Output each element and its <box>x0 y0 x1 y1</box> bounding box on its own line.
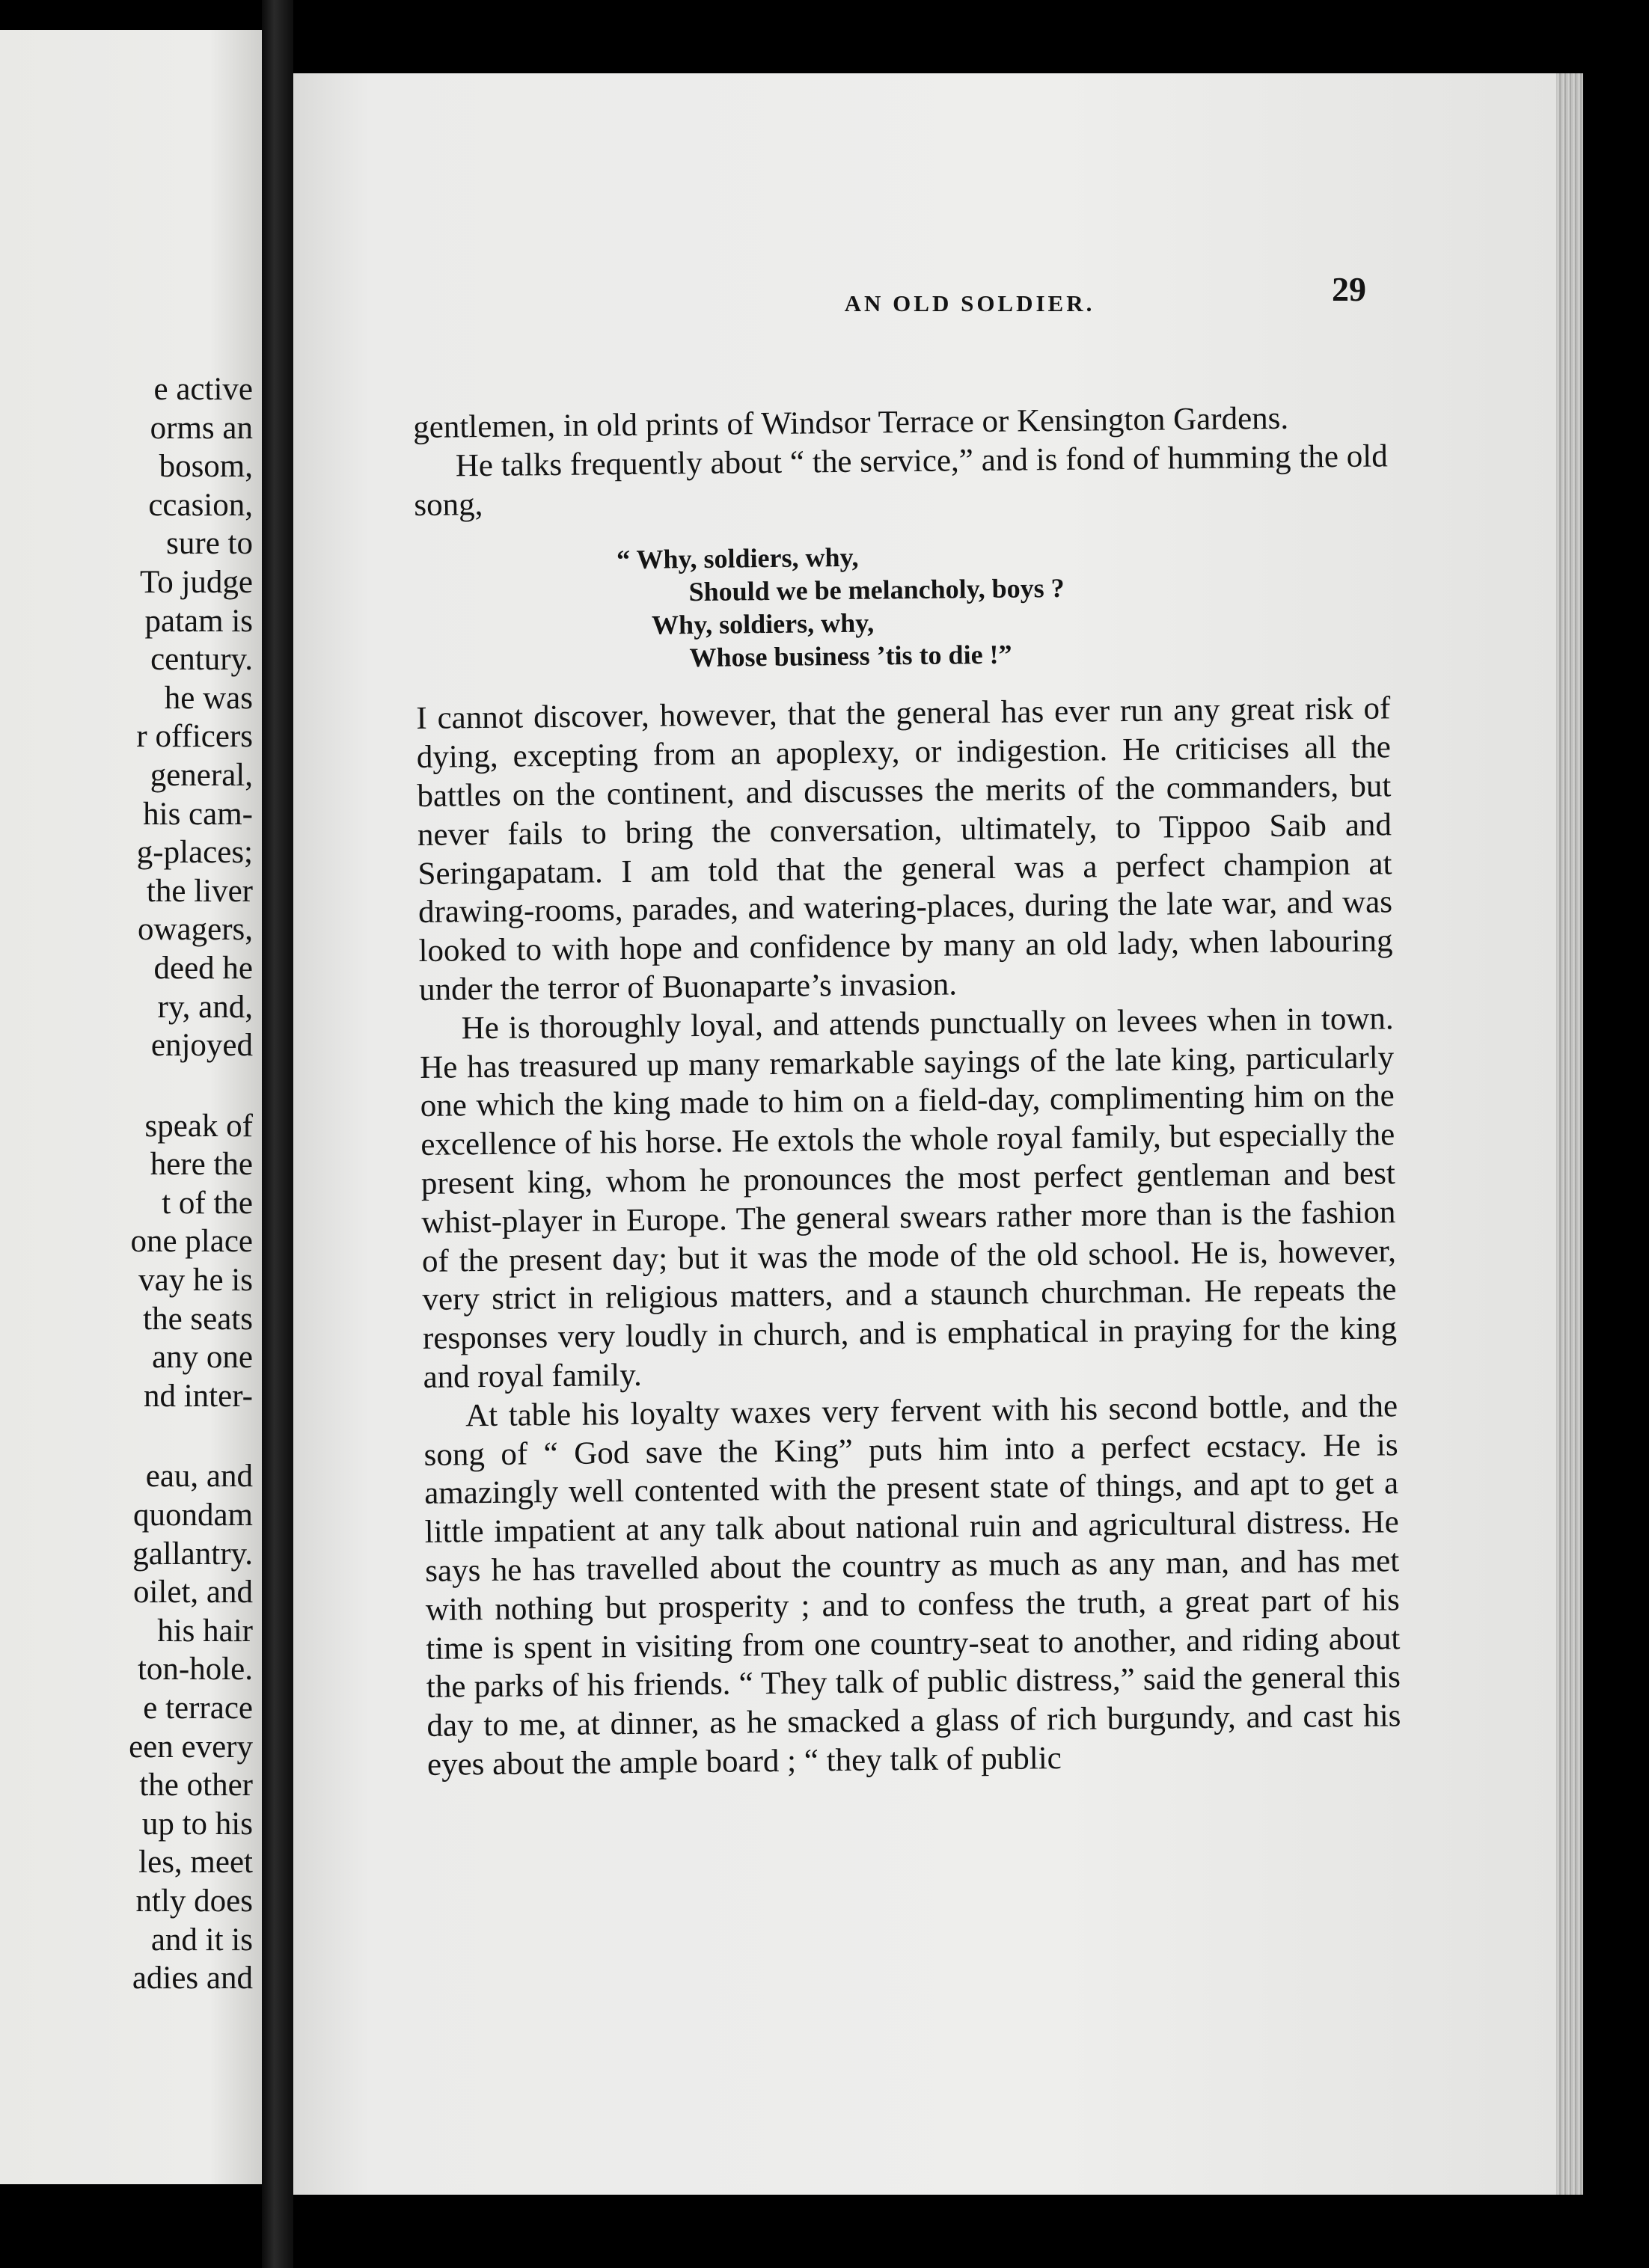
left-page-fragment <box>0 30 262 2184</box>
left-line: les, meet <box>138 1845 253 1881</box>
left-line: one place <box>130 1224 253 1260</box>
left-line: nd inter- <box>143 1378 253 1414</box>
paragraph: gentlemen, in old prints of Windsor Terrace or Kensington Gardens. <box>413 400 1289 445</box>
left-line: g-places; <box>136 835 253 871</box>
left-line: the seats <box>143 1301 253 1337</box>
left-page-text <box>129 370 253 1998</box>
left-line: the other <box>139 1768 253 1803</box>
left-line: e active <box>153 372 253 407</box>
running-head-text: AN OLD SOLDIER. <box>844 290 1095 316</box>
left-line: adies and <box>132 1961 253 1996</box>
left-line: his cam- <box>143 796 253 832</box>
running-head <box>293 290 1556 317</box>
verse-block <box>414 536 1390 678</box>
left-line: owagers, <box>137 912 253 948</box>
left-line: vay he is <box>138 1263 253 1299</box>
left-line: and it is <box>150 1922 253 1958</box>
left-line: century. <box>150 642 253 678</box>
verse-line: “ Why, soldiers, why, <box>616 542 859 575</box>
left-line: he was <box>164 680 253 716</box>
left-line: e terrace <box>143 1691 253 1726</box>
paragraph: He is thoroughly loyal, and attends punctually on levees when in town. He has treasured up many remarkable sayings of the late king, particularly one which the king made to him on a field-day, complimenting him on the excellence of his horse. He extols the whole royal family, but especially the present king, whom he pronounces the most perfect gentleman and best whist-player in Europe. The general swears rather more than is the fashion of the present day; but it was the mode of the old school. He is, however, very strict in religious matters, and a staunch churchman. He repeats the responses very loudly in church, and is emphatical in praying for the king and royal family. <box>419 1001 1398 1395</box>
left-line: orms an <box>150 410 253 446</box>
left-line: his hair <box>157 1613 253 1649</box>
right-page <box>293 73 1556 2195</box>
left-line: bosom, <box>159 449 253 485</box>
left-line: ccasion, <box>148 487 253 523</box>
left-line: r officers <box>136 719 253 755</box>
left-line: quondam <box>132 1498 253 1533</box>
left-line: up to his <box>141 1806 253 1842</box>
paragraph: I cannot discover, however, that the general has ever run any great risk of dying, excepting from an apoplexy, or indigestion. He criticises all the battles on the continent, and discusses the merits of the commanders, but never fails to bring the conversation, ultimately, to Tippoo Saib and Seringapatam. I am told that the general was a perfect champion at drawing-rooms, parades, and watering-places, during the late war, and was looked to with hope and confidence by many an old lady, when labouring under the terror of Buonaparte’s invasion. <box>416 690 1393 1008</box>
paragraph: At table his loyalty waxes very fervent with his second bottle, and the song of “ God save the King” puts him into a perfect ecstacy. He is amazingly well contented with the present state of things, and apt to get a little impatient at any talk about national ruin and agricultural distress. He says he has travelled about the country as much as any man, and has met with nothing but prosperity ; and to confess the truth, a great part of his time is spent in visiting from one country-seat to another, and riding about the parks of his friends. “ They talk of public distress,” said the general this day to me, at dinner, as he smacked a glass of rich burgundy, and cast his eyes about the ample board ; “ they talk of public <box>423 1388 1401 1783</box>
paragraph-gap <box>129 1065 253 1107</box>
left-line: een every <box>129 1729 253 1765</box>
paragraph: He talks frequently about “ the service,” and is fond of humming the old song, <box>414 438 1388 523</box>
left-line: any one <box>152 1340 253 1376</box>
left-line: here the <box>150 1147 253 1183</box>
left-line: deed he <box>153 950 253 986</box>
left-line: To judge <box>139 564 253 600</box>
book-gutter <box>262 0 293 2268</box>
verse-line: Whose business ’tis to die !” <box>689 640 1012 673</box>
left-line: ntly does <box>135 1883 253 1919</box>
verse-line: Why, soldiers, why, <box>651 607 875 641</box>
left-line: ry, and, <box>157 989 253 1025</box>
left-line: ton-hole. <box>137 1652 253 1688</box>
left-line: patam is <box>144 603 253 639</box>
left-line: speak of <box>144 1108 253 1144</box>
left-line: t of the <box>162 1185 253 1221</box>
left-line: general, <box>150 757 253 793</box>
body-text <box>413 398 1401 1784</box>
left-line: eau, and <box>145 1459 253 1495</box>
verse-line: Should we be melancholy, boys ? <box>688 573 1065 607</box>
left-line: enjoyed <box>150 1028 253 1064</box>
left-line: sure to <box>166 526 253 562</box>
left-line: oilet, and <box>132 1575 253 1610</box>
page-number: 29 <box>1332 270 1366 308</box>
page-edges <box>1556 73 1583 2195</box>
paragraph-gap <box>129 1415 253 1457</box>
left-line: gallantry. <box>132 1536 253 1572</box>
left-line: the liver <box>146 873 253 909</box>
